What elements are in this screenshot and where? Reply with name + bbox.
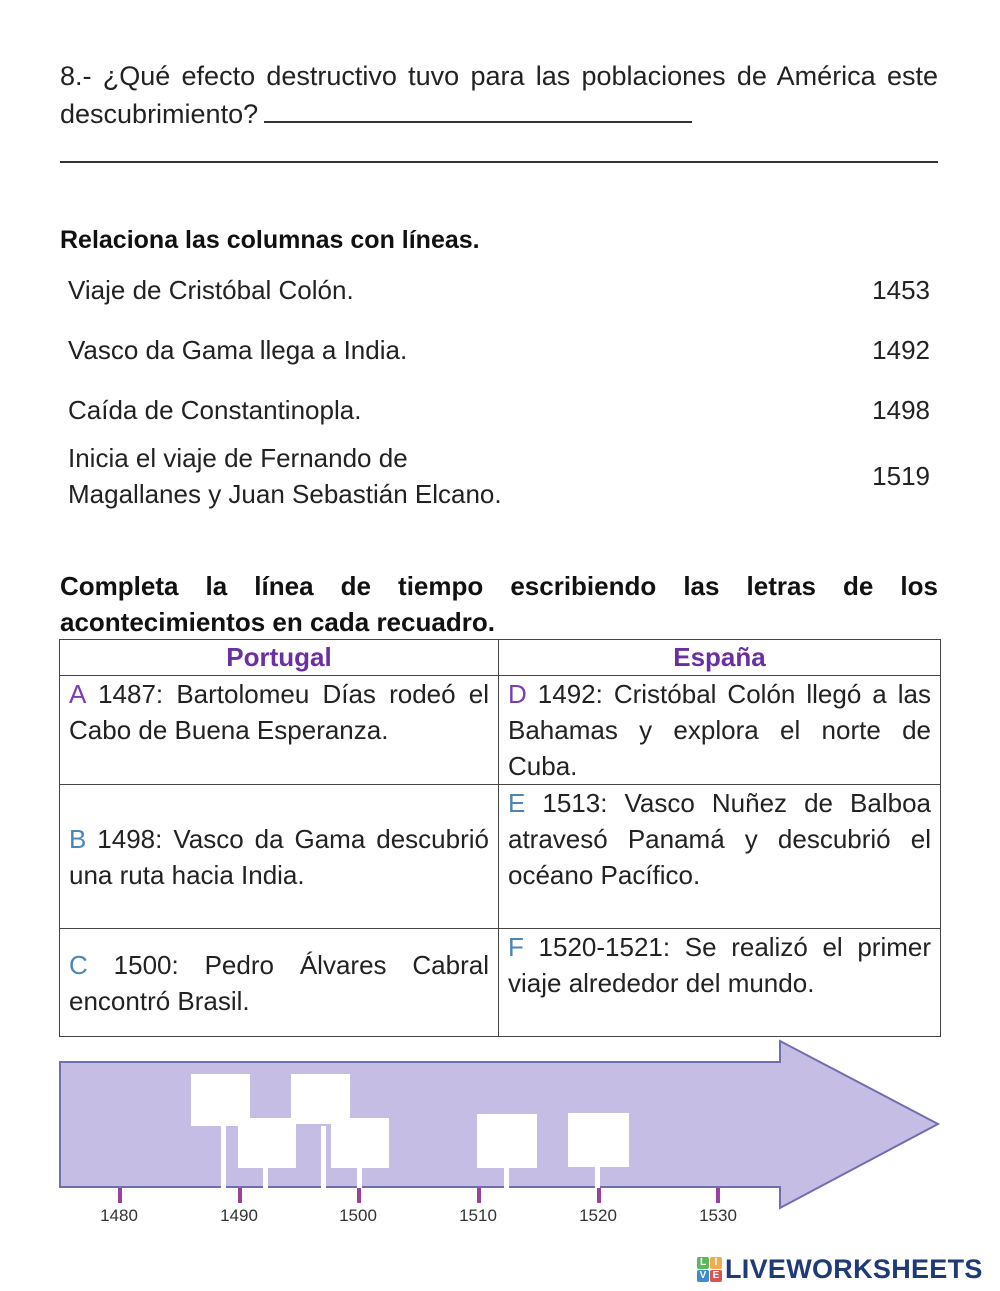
event-text: 1492: Cristóbal Colón llegó a las Bahamas y explora el norte de Cuba. [508,679,931,781]
event-letter: A [69,679,85,709]
matching-event: Caída de Constantinopla. [68,395,362,425]
answer-box-5[interactable] [477,1114,537,1168]
event-letter: F [508,932,524,962]
tick-mark [716,1188,720,1203]
tick-label: 1490 [220,1206,258,1225]
answer-box-2[interactable] [291,1074,350,1124]
column-header-portugal: Portugal [60,640,499,676]
event-letter: D [508,679,527,709]
tick-mark [477,1188,481,1203]
timeline-arrow [58,1038,943,1213]
matching-title: Relaciona las columnas con líneas. [60,226,480,254]
event-text: 1520-1521: Se realizó el primer viaje alrededor del mundo. [508,932,931,998]
matching-event-line2: Magallanes y Juan Sebastián Elcano. [68,479,502,509]
matching-year: 1498 [872,395,930,425]
tick-mark [357,1188,361,1203]
event-letter: C [69,949,88,980]
matching-row [68,440,930,512]
column-header-espana: España [499,640,941,676]
timeline-instruction: Completa la línea de tiempo escribiendo las letras de los acontecimientos en cada recuadro. [60,571,938,637]
tick-label: 1520 [579,1206,617,1225]
matching-row [68,332,930,368]
box-stem [263,1166,268,1188]
event-cell-e [499,785,941,929]
matching-year: 1519 [872,461,930,491]
live-grid-icon: L I V E [697,1257,722,1282]
tick-mark [597,1188,601,1203]
liveworksheets-logo[interactable] [697,1254,983,1284]
matching-year: 1453 [872,275,930,305]
matching-row [68,392,930,428]
logo-text: LIVEWORKSHEETS [725,1253,983,1284]
event-text: 1513: Vasco Nuñez de Balboa atravesó Panamá y descubrió el océano Pacífico. [508,788,931,890]
event-cell-d [499,676,941,785]
box-stem [221,1126,226,1188]
matching-event-line1: Inicia el viaje de Fernando de [68,443,408,473]
event-text: 1498: Vasco da Gama descubrió una ruta hacia India. [69,823,489,890]
answer-box-4[interactable] [331,1118,389,1168]
question-8-text: 8.- ¿Qué efecto destructivo tuvo para las poblaciones de América este descubrimiento? [60,61,938,129]
events-row [60,929,941,1037]
tick-label: 1500 [339,1206,377,1225]
event-cell-f [499,929,941,1037]
box-stem [595,1166,600,1188]
events-row [60,785,941,929]
matching-event: Vasco da Gama llega a India. [68,335,408,365]
answer-blank-line-1[interactable] [264,95,692,123]
tick-mark [118,1188,122,1203]
event-letter: B [69,823,87,854]
matching-row [68,272,930,308]
events-table [59,639,941,1037]
tick-label: 1480 [100,1206,138,1225]
event-text: 1487: Bartolomeu Días rodeó el Cabo de Buena Esperanza. [69,679,489,745]
events-row [60,676,941,785]
event-letter: E [508,788,526,818]
answer-box-6[interactable] [568,1113,629,1167]
event-cell-c [60,929,499,1037]
tick-label: 1510 [459,1206,497,1225]
event-cell-b [60,785,499,929]
event-text: 1500: Pedro Álvares Cabral encontró Brasil. [69,949,489,1016]
question-8 [60,58,938,133]
answer-box-3[interactable] [238,1118,296,1168]
tick-mark [238,1188,242,1203]
box-stem [321,1126,326,1188]
box-stem [504,1166,509,1188]
answer-blank-line-2[interactable] [60,161,938,163]
tick-label: 1530 [699,1206,737,1225]
events-header-row [60,640,941,676]
matching-year: 1492 [872,335,930,365]
matching-event: Viaje de Cristóbal Colón. [68,275,354,305]
box-stem [357,1166,362,1188]
event-cell-a [60,676,499,785]
